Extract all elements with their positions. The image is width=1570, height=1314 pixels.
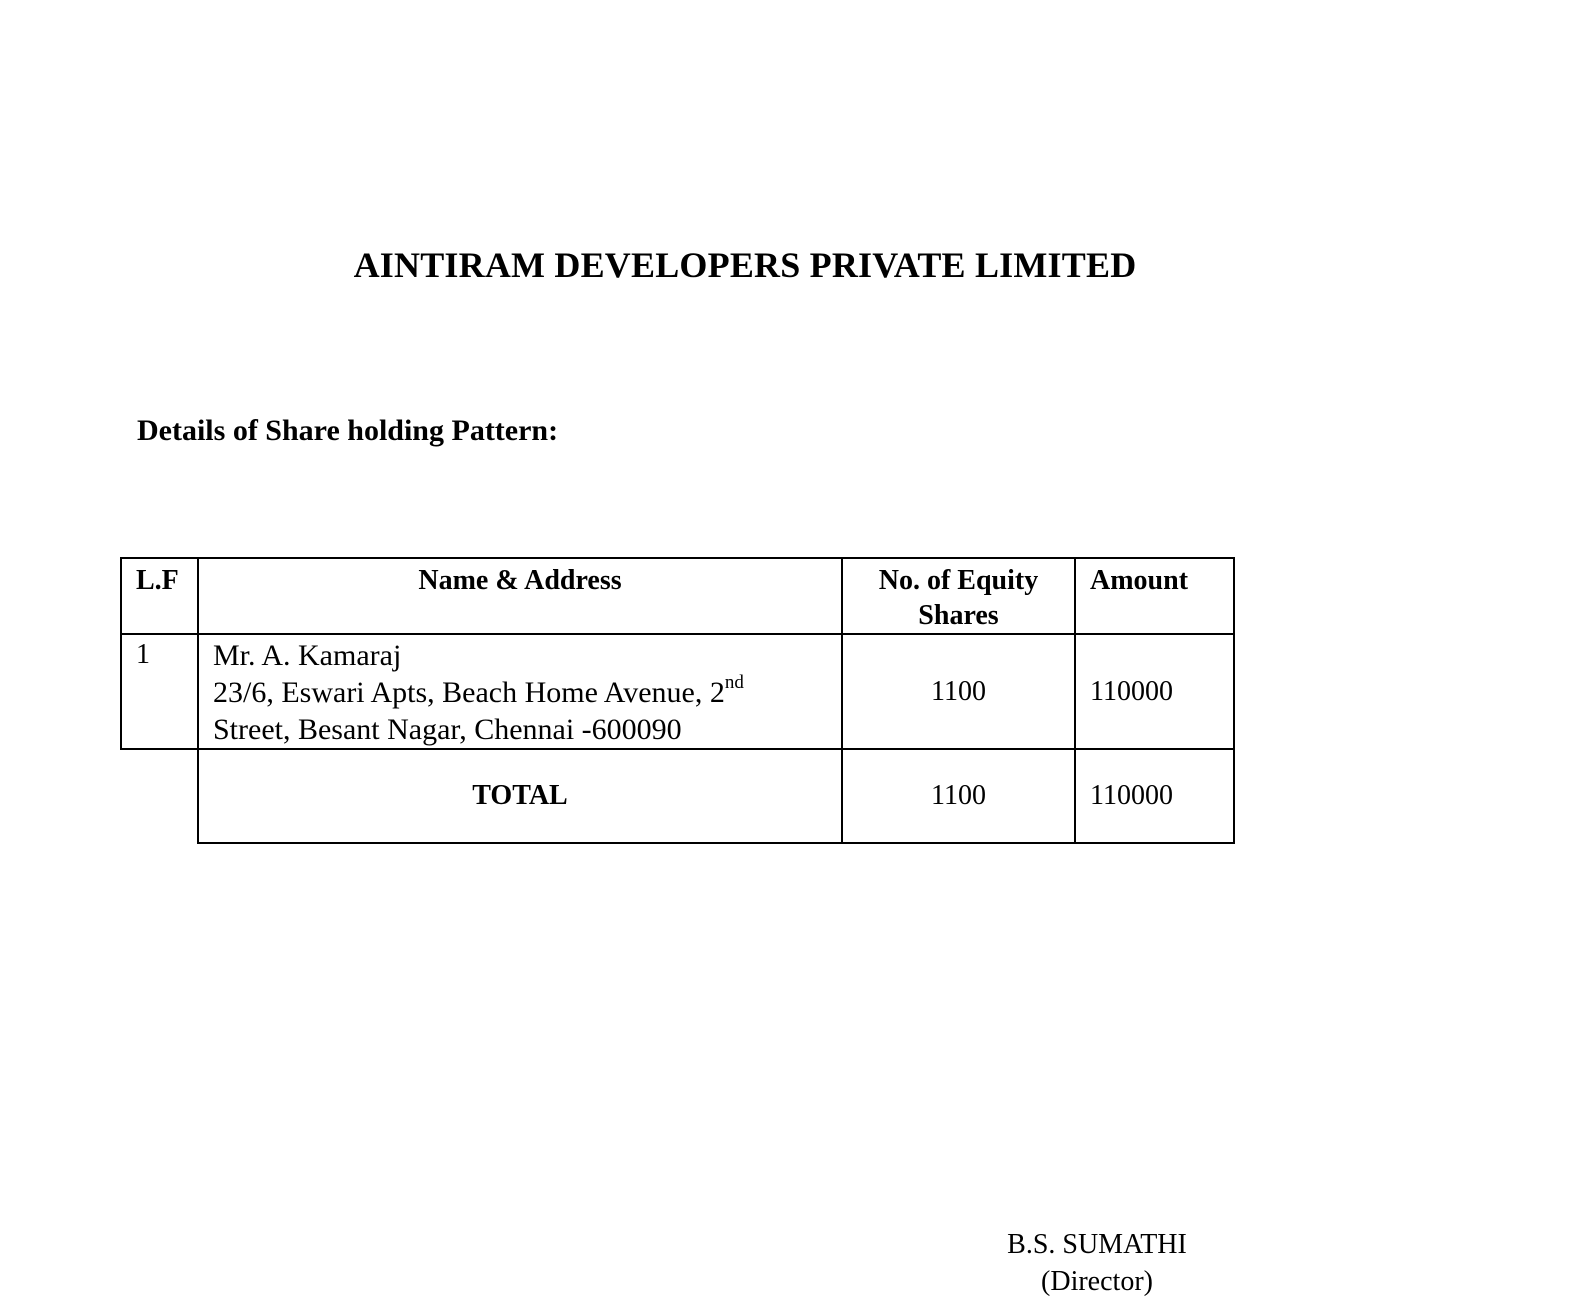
table-row	[121, 634, 1234, 749]
total-row	[121, 749, 1234, 843]
company-title: AINTIRAM DEVELOPERS PRIVATE LIMITED	[353, 245, 1137, 285]
total-label: TOTAL	[198, 749, 842, 843]
header-equity-shares: No. of Equity Shares	[842, 558, 1075, 634]
section-heading: Details of Share holding Pattern:	[137, 414, 559, 447]
cell-equity-shares: 1100	[842, 634, 1075, 749]
ordinal-suffix: nd	[724, 672, 744, 693]
header-amount: Amount	[1075, 558, 1234, 634]
address-line-1	[213, 674, 841, 711]
cell-lf: 1	[121, 634, 198, 749]
address-line-2: Street, Besant Nagar, Chennai -600090	[213, 713, 682, 746]
header-lf: L.F	[121, 558, 198, 634]
header-name-address: Name & Address	[198, 558, 842, 634]
signatory-name: B.S. SUMATHI	[1007, 1229, 1187, 1260]
signatory-designation: (Director)	[1041, 1266, 1153, 1297]
total-equity-shares: 1100	[842, 749, 1075, 843]
shareholder-name: Mr. A. Kamaraj	[213, 639, 402, 672]
table-header-row	[121, 558, 1234, 634]
cell-name-address	[198, 634, 842, 749]
cell-amount: 110000	[1075, 634, 1234, 749]
signature-block	[960, 1226, 1234, 1300]
shareholding-table	[120, 557, 1235, 844]
total-blank-cell	[121, 749, 198, 843]
address-line-1-text: 23/6, Eswari Apts, Beach Home Avenue, 2	[213, 676, 725, 709]
total-amount: 110000	[1075, 749, 1234, 843]
